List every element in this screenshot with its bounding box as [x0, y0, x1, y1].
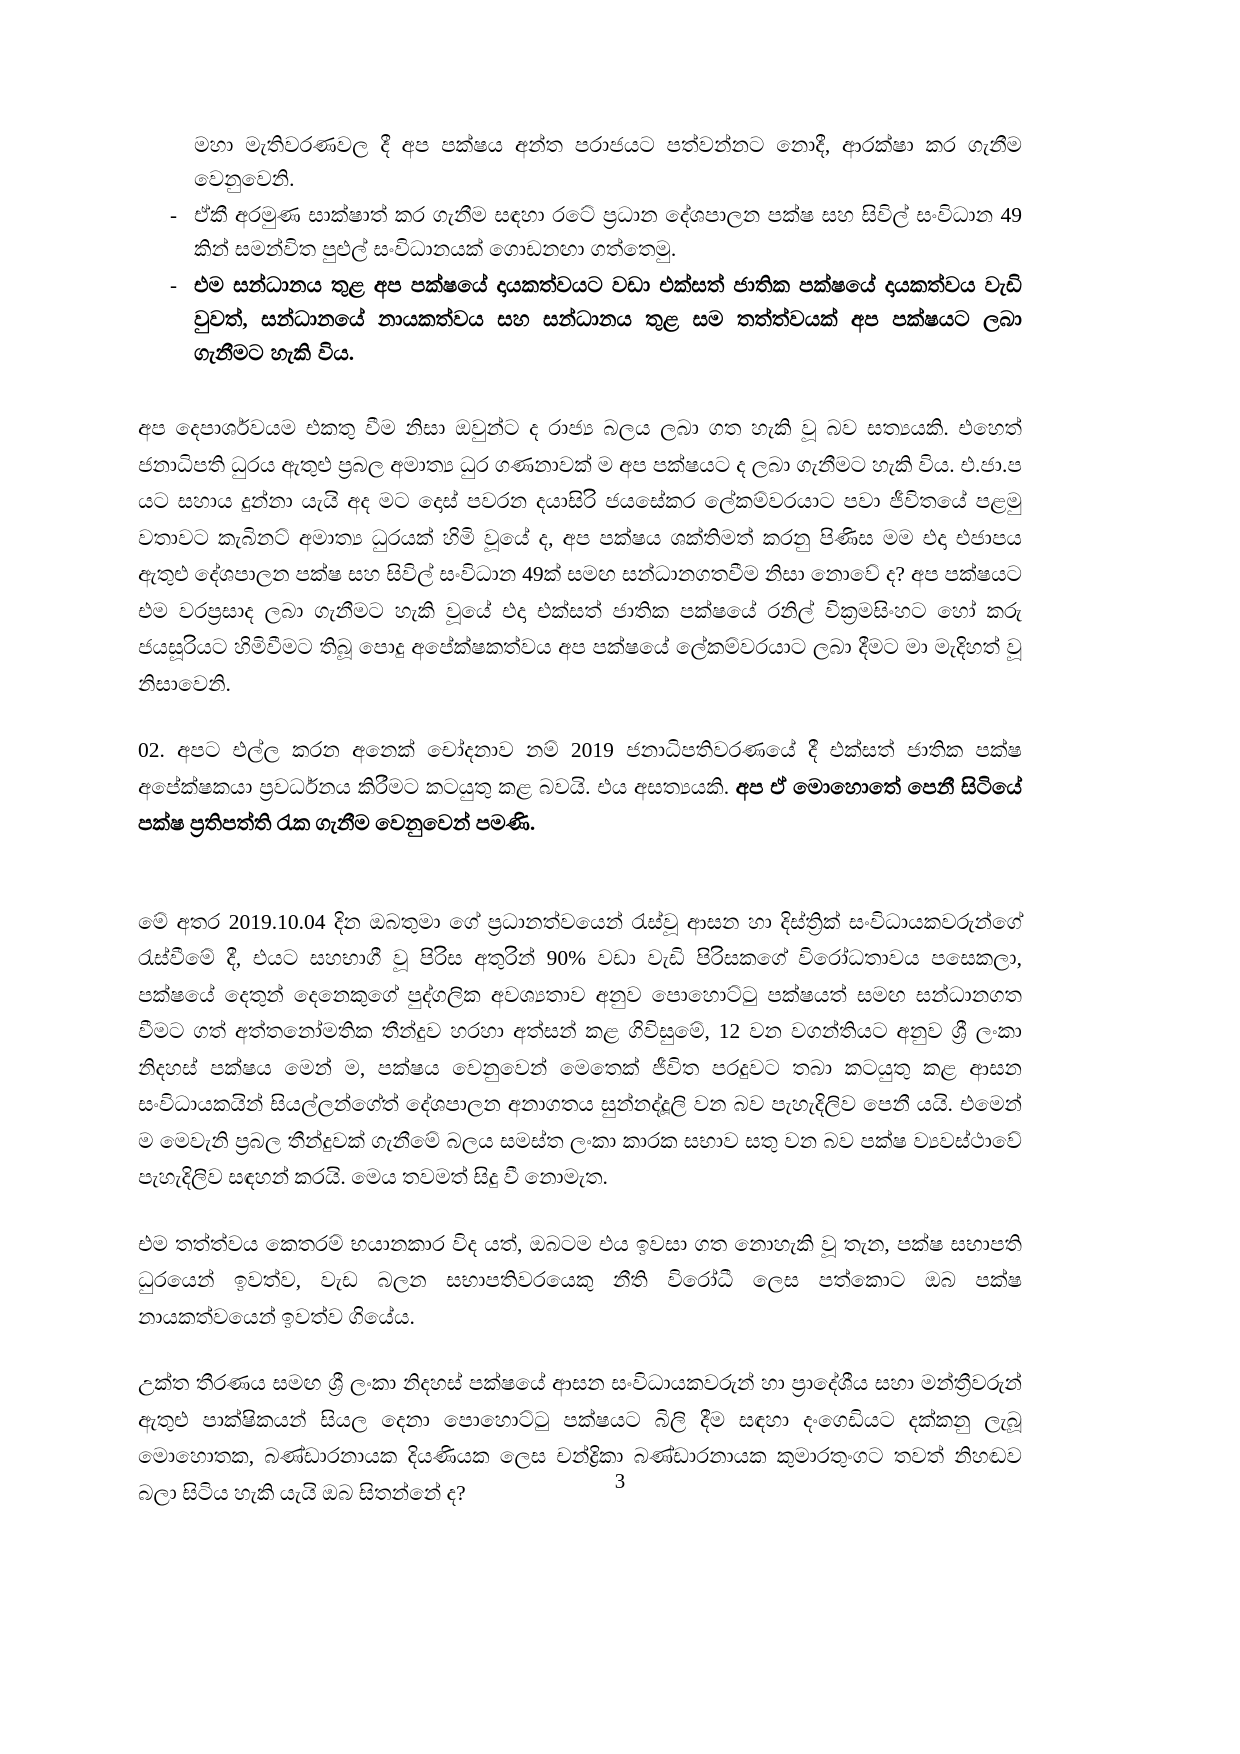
page-content [138, 128, 1022, 1511]
paragraph-segment: අප දෙපාර්ශවයම එකතු වීම නිසා ඔවුන්ට ද රාජ්‍ය බලය ලබා ගත හැකි වූ බව සත්‍යයකි. එහෙත් ජනාධිපති ධුරය ඇතුළු ප්‍රබල අමාත්‍ය ධුර ගණනාවක් ම අප පක්ෂයට ද ලබා ගැනීමට හැකි විය. එ.ජා.ප යට සහාය දුන්නා යැයි අද මට දොස් පවරන දයාසිරි ජයසේකර ලේකම්වරයාට පවා ජීවිතයේ පළමු වතාවට කැබිනට් අමාත්‍ය ධුරයක් හිමි වූයේ ද, අප පක්ෂය ශක්තිමත් කරනු පිණිස මම එදා එජාපය ඇතුළු දේශපාලන පක්ෂ සහ සිවිල් සංවිධාන 49ක් සමඟ සන්ධානගතවීම නිසා නොවේ ද? අප පක්ෂයට එම වරප්‍රසාද ලබා ගැනීමට හැකි වූයේ එදා එක්සත් ජාතික පක්ෂයේ රනිල් වික්‍රමසිංහට හෝ කරු ජයසූරියට හිමිවීමට තිබූ පොදු අපේක්ෂකත්වය අප පක්ෂයේ ලේකම්වරයාට ලබා දීමට මා මැදිහත් වූ නිසාවෙනි. [138, 416, 1022, 696]
page-number: 3 [614, 1469, 626, 1493]
paragraph-segment: එම තත්ත්වය කෙතරම් භයානකාර විද යත්, ඔබටම එය ඉවසා ගත නොහැකි වූ තැන, පක්ෂ සභාපති ධුරයෙන් ඉවත්ව, වැඩ බලන සභාපතිවරයෙකු නීති විරෝධී ලෙස පත්කොට ඔබ පක්ෂ නායකත්වයෙන් ඉවත්ව ගියේය. [138, 1231, 1022, 1329]
body-paragraph-3 [138, 904, 1022, 1196]
bullet-marker: - [170, 203, 177, 227]
spacer [138, 1335, 1022, 1365]
spacer [138, 702, 1022, 732]
spacer [138, 1196, 1022, 1226]
body-paragraph-1 [138, 410, 1022, 702]
list-item [138, 268, 1022, 370]
paragraph-segment: මේ අතර 2019.10.04 දින ඔබතුමා ගේ ප්‍රධානත්වයෙන් රැස්වූ ආසන හා දිස්ත්‍රික් සංවිධායකවරුන්ගේ රැස්වීමේ දී, එයට සහභාගී වූ පිරිස අතුරින් 90% වඩා වැඩි පිරිසකගේ විරෝධතාවය පසෙකලා, පක්ෂයේ දෙතුන් දෙනෙකුගේ පුද්ගලික අවශ්‍යතාව අනුව පොහොට්ටු පක්ෂයත් සමඟ සන්ධානගත වීමට ගත් අත්තනෝමතික තීන්දුව හරහා අත්සන් කළ ගිවිසුමේ, 12 වන වගන්තියට අනුව ශ්‍රී ලංකා නිදහස් පක්ෂය මෙන් ම, පක්ෂය වෙනුවෙන් මෙතෙක් ජීවිත පරදුවට තබා කටයුතු කළ ආසන සංවිධායකයින් සියල්ලන්ගේත් දේශපාලන අනාගතය සුන්නද්දූලි වන බව පැහැදිලිව පෙනී යයි. එමෙන් ම මෙවැනි ප්‍රබල තීන්දුවක් ගැනීමේ බලය සමස්ත ලංකා කාරක සභාව සතු වන බව පක්ෂ ව්‍යවස්ථාවේ පැහැදිලිව සඳහන් කරයි. මෙය තවමත් සිදු වී නොමැත. [138, 909, 1022, 1189]
list-item [138, 128, 1022, 196]
bullet-marker: - [170, 273, 177, 297]
list-item-text: මහා මැතිවරණවල දී අප පක්ෂය අන්ත පරාජයට පත්වන්නට නොදී, ආරක්ෂා කර ගැනීම වෙනුවෙනි. [194, 133, 1022, 191]
list-item-text: ඒකී අරමුණ සාක්ෂාත් කර ගැනීම සඳහා රටේ ප්‍රධාන දේශපාලන පක්ෂ සහ සිවිල් සංවිධාන 49 කින් සමන්විත පුළුල් සංවිධානයක් ගොඩනඟා ගත්තෙමු. [194, 203, 1022, 261]
paragraph-segment: 02. අපට එල්ල කරන අනෙක් චෝදනාව නම් 2019 ජනාධිපතිවරණයේ දී එක්සත් ජාතික පක්ෂ අපේක්ෂකයා ප්‍රවර්ධනය කිරීමට කටයුතු කළ බවයි. එය අසත්‍යයකි. [138, 738, 1022, 799]
paragraph-segment-emphasis: අප ඒ මොහොතේ පෙනී සිටියේ පක්ෂ ප්‍රතිපත්ති රැක ගැනීම වෙනුවෙන් පමණි. [138, 774, 1023, 835]
list-item [138, 198, 1022, 266]
list-item-text-emphasis: එම සන්ධානය තුළ අප පක්ෂයේ දායකත්වයට වඩා එක්සත් ජාතික පක්ෂයේ දායකත්වය වැඩි වුවත්, සන්ධානයේ නායකත්වය සහ සන්ධානය තුළ සම තත්ත්වයක් අප පක්ෂයට ලබා ගැනීමට හැකි විය. [194, 273, 1022, 365]
spacer [138, 842, 1022, 904]
body-paragraph-2 [138, 732, 1022, 842]
paragraph-segment: උක්ත තීරණය සමඟ ශ්‍රී ලංකා නිදහස් පක්ෂයේ ආසන සංවිධායකවරුන් හා ප්‍රාදේශීය සහා මන්ත්‍රීවරුන් ඇතුළු පාක්ෂිකයන් සියල දෙනා පොහොට්ටු පක්ෂයට බිලි දීම සඳහා දංගෙඩියට දක්කනු ලැබූ මොහොතක, බණ්ඩාරනායක දියණියක ලෙස චන්ද්‍රිකා බණ්ඩාරනායක කුමාරතුංගට තවත් නිහඬව බලා සිටිය හැකි යැයි ඔබ සිතන්නේ ද? [138, 1371, 1022, 1505]
spacer [138, 372, 1022, 410]
body-paragraph-4 [138, 1226, 1022, 1336]
bullet-list [138, 128, 1022, 370]
